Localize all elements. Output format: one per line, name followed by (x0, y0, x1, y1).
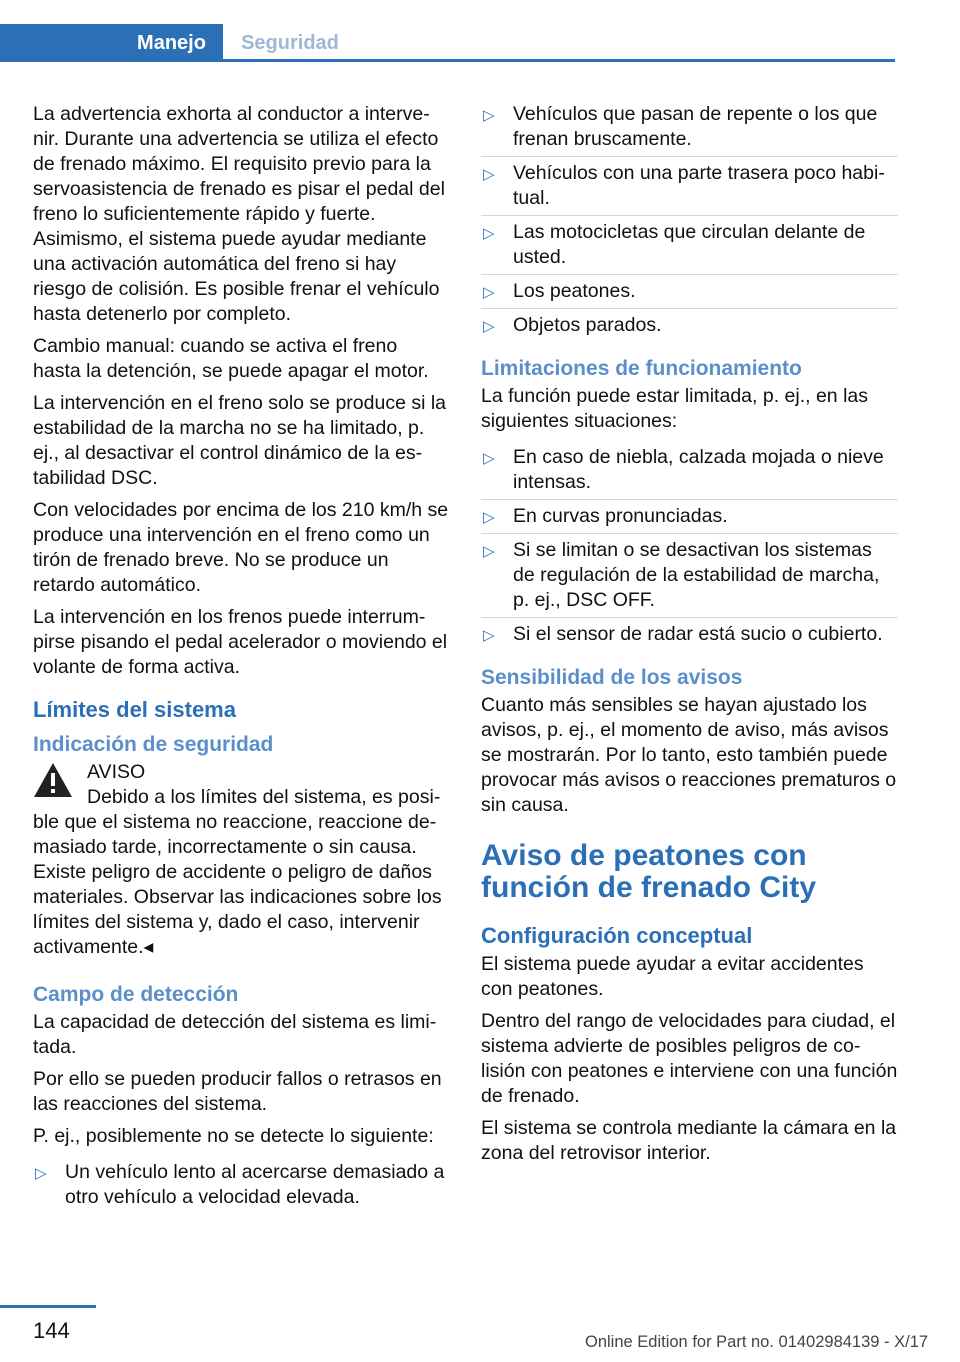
paragraph: La intervención en los frenos puede interrumpirse pisando el pedal acelerador o moviendo el volante de forma activa. (33, 606, 448, 678)
triangle-right-icon: ▷ (483, 225, 495, 242)
paragraph: La advertencia exhorta al conductor a intervenir. Durante una advertencia se utiliza el efecto de frenado máximo. El requisito previo para la servoasistencia de frenado es pisar el pedal del freno lo suficientemente rápido y fuerte. Asimismo, el sistema puede ayudar mediante una activación automática del freno si hay riesgo de colisión. Es posible frenar el vehículo hasta detenerlo por completo. (33, 103, 445, 325)
header-tabs (0, 24, 895, 62)
triangle-right-icon: ▷ (483, 543, 495, 560)
section-heading: Límites del sistema (33, 697, 236, 722)
triangle-right-icon: ▷ (483, 318, 495, 335)
right-column (481, 102, 898, 1173)
list-item: ▷ Si se limitan o se desactivan los sistemas de regulación de la estabilidad de marcha, p. ej., DSC OFF. (481, 534, 898, 618)
header-rule (0, 59, 895, 62)
tab-manejo[interactable]: Manejo (120, 24, 223, 62)
paragraph: Por ello se pueden producir fallos o retrasos en las reacciones del sistema. (33, 1068, 442, 1115)
paragraph: La capacidad de detección del sistema es limitada. (33, 1011, 437, 1058)
paragraph: El sistema se controla mediante la cámara en la zona del retrovisor interior. (481, 1117, 897, 1164)
tab-seguridad[interactable]: Seguridad (241, 32, 339, 54)
warning-triangle-icon (33, 762, 73, 798)
subsection-heading: Sensibilidad de los avisos (481, 666, 743, 689)
warning-title: AVISO (87, 761, 146, 783)
footer-rule (0, 1305, 96, 1308)
edition-note: Online Edition for Part no. 01402984139 - X/17 (585, 1333, 929, 1351)
bullet-list (481, 98, 898, 342)
paragraph: Dentro del rango de velocidades para ciudad, el sistema advierte de posibles peligros de colisión con peatones e interviene con una función de frenado. (481, 1010, 898, 1107)
triangle-right-icon: ▷ (483, 284, 495, 301)
list-item: ▷ Si el sensor de radar está sucio o cubierto. (481, 618, 898, 651)
triangle-right-icon: ▷ (35, 1165, 47, 1182)
paragraph: Cambio manual: cuando se activa el freno hasta la detención, se puede apagar el motor. (33, 335, 429, 382)
triangle-right-icon: ▷ (483, 627, 495, 644)
triangle-right-icon: ▷ (483, 107, 495, 124)
subsection-heading: Indicación de seguridad (33, 733, 274, 756)
paragraph: El sistema puede ayudar a evitar accidentes con peatones. (481, 953, 864, 1000)
list-item: ▷ Objetos parados. (481, 309, 898, 342)
chapter-heading: Aviso de peatones con función de frenado City (481, 839, 817, 904)
subsection-heading: Limitaciones de funcionamiento (481, 357, 802, 380)
page-number: 144 (33, 1318, 70, 1343)
paragraph: P. ej., posiblemente no se detecte lo siguiente: (33, 1125, 434, 1147)
list-item: ▷ Vehículos con una parte trasera poco habitual. (481, 157, 898, 216)
list-item: ▷ Un vehículo lento al acercarse demasiado a otro vehículo a velocidad elevada. (35, 1161, 445, 1208)
triangle-right-icon: ▷ (483, 166, 495, 183)
list-item: ▷ En caso de niebla, calzada mojada o nieve intensas. (481, 441, 898, 500)
paragraph: Con velocidades por encima de los 210 km/h se produce una intervención en el freno como un tirón de frenado breve. No se produce un retardo automático. (33, 499, 449, 596)
warning-body: Debido a los límites del sistema, es posible que el sistema no reaccione, reaccione demasiado tarde, incorrectamente o sin causa. Existe peligro de accidente o peligro de daños materiales. Observar las indicaciones sobre los límites del sistema y, dado el caso, intervenir activamente.◂ (33, 786, 442, 958)
list-item: ▷ En curvas pronunciadas. (481, 500, 898, 534)
list-item: ▷ Vehículos que pasan de repente o los que frenan bruscamente. (481, 98, 898, 157)
triangle-right-icon: ▷ (483, 509, 495, 526)
bullet-list (481, 441, 898, 651)
list-item: ▷ Los peatones. (481, 275, 898, 309)
paragraph: La función puede estar limitada, p. ej., en las siguientes situaciones: (481, 385, 868, 432)
paragraph: Cuanto más sensibles se hayan ajustado los avisos, p. ej., el momento de aviso, más avisos se mostrarán. Por lo tanto, esto también puede provocar más avisos o reacciones prematuros o sin causa. (481, 694, 897, 816)
list-item: ▷ Las motocicletas que circulan delante de usted. (481, 216, 898, 275)
paragraph: La intervención en el freno solo se produce si la estabilidad de la marcha no se ha limitado, p. ej., al desactivar el control dinámico de la estabilidad DSC. (33, 392, 447, 489)
warning-box (33, 760, 449, 960)
subsection-heading: Campo de detección (33, 983, 239, 1006)
triangle-right-icon: ▷ (483, 450, 495, 467)
left-column (33, 102, 449, 1222)
tab-lead-bar (0, 24, 120, 62)
bullet-list (33, 1156, 449, 1214)
section-heading: Configuración conceptual (481, 923, 753, 948)
